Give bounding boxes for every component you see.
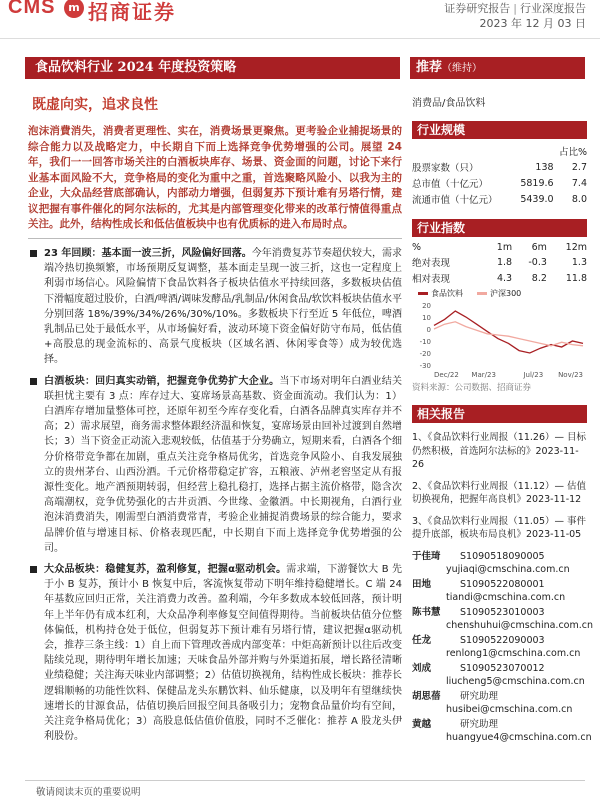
bullet-body: 今年消费复苏节奏超伏较大，需求端冷热切换频繁，市场预期反复调整，基本面走呈现一波三折，这也一定程度上利弱市场信心。风险偏情下食品饮料各子板块估值水平持续回落，多数板块估值下滑幅度超过股价，白酒/啤酒/调味发酵品/乳制品/休闲食品/软饮料板块估值水平分别回落 18%/39%/34%/26%/30%/10%。多数板块下行至近 5 年低位，啤酒乳制品已处于最低水平，从市场偏好看，波动环境下资金偏好防守布局，低估值+高股息的现金流标的、高景气度板块（区域名酒、休闲零食等）成为较优选择。 bbox=[44, 248, 402, 366]
rating-banner bbox=[410, 57, 585, 79]
report-meta: 证券研究报告 | 行业深度报告 2023 年 12 月 03 日 bbox=[444, 2, 586, 30]
row-value: 5819.6 bbox=[520, 177, 554, 189]
divider bbox=[28, 238, 402, 239]
scale-unit: 占比% bbox=[558, 147, 587, 158]
bullet-lead: 大众品板块：稳健复苏，盈利修复，把握α驱动机会。 bbox=[44, 564, 287, 576]
bullet-lead: 23 年回顾：基本面一波三折，风险偏好回落。 bbox=[44, 248, 252, 259]
related-report[interactable]: 1、《食品饮料行业周报（11.26）— 目标仍然积极，首选阿尔法标的》2023-11-26 bbox=[412, 432, 587, 470]
sidebar bbox=[412, 84, 594, 746]
series-line bbox=[434, 322, 583, 346]
related-report[interactable]: 2、《食品饮料行业周报（11.12）— 估值切换视角，把握年高良机》2023-11-12 bbox=[412, 480, 587, 505]
row-pct: 8.0 bbox=[571, 193, 587, 205]
table-row bbox=[412, 159, 587, 175]
col-header: 12m bbox=[565, 242, 587, 253]
bullet-baijiu bbox=[30, 374, 402, 556]
related-list bbox=[412, 431, 587, 542]
table-row bbox=[412, 270, 587, 286]
row-pct: 2.7 bbox=[571, 161, 587, 173]
row-value: 5439.0 bbox=[520, 193, 554, 205]
y-tick-label: 20 bbox=[422, 302, 431, 310]
analyst: 陈书慧 S1090523010003 bbox=[412, 606, 545, 618]
x-tick-label: Jul/23 bbox=[523, 371, 544, 379]
report-title: 食品饮料行业 2024 年度投资策略 bbox=[25, 57, 400, 79]
analyst: 于佳琦 S1090518090005 bbox=[412, 550, 545, 562]
table-row bbox=[412, 175, 587, 191]
logo-cn: 招商证券 bbox=[88, 0, 176, 24]
analyst: 田地 S1090522080001 bbox=[412, 578, 545, 590]
col-header: % bbox=[412, 242, 422, 253]
index-table bbox=[412, 241, 587, 286]
sector-tag: 消费品/食品饮料 bbox=[412, 98, 486, 109]
report-type: 证券研究报告 bbox=[444, 2, 511, 15]
y-tick-label: -10 bbox=[419, 338, 431, 346]
series-line bbox=[434, 311, 583, 353]
x-tick-label: Nov/23 bbox=[558, 371, 583, 379]
scale-title: 行业规模 bbox=[412, 121, 587, 139]
bullet-body: 需求端，下游餐饮大 B 先于小 B 复苏，预计小 B 恢复中后，客流恢复带动下明年维持稳健增长。C 端 24 年基数应回归正常，关注消费力改善。盈利端，今年多数成本较低回落，预计明年上半年仍有成本红利，大众品净利率修复空间值得期待。当前板块估值分位整体偏低，机构持仓处于低位，但弱复苏下预计难有另塔行情，建议把握α驱动机会，推荐三条主线：1）自上而下管理改善成内部变革：中炬高新预计以往后改变陆续兑现，期待明年增长加速；天味食品外部并购与外渠道拓展，增长路径清晰业绩稳健；关注海天味业内部调整；2）估值切换视角，结构性成长板块：推荐长逻辑顺畅的功能性饮料、保健品龙头东鹏饮料、仙乐健康，以及明年有望继续快速增长的甘源食品，估值切换后回报空间具备吸引力；宠物食品量价均有空间，关注竞争格局优化；3）高股息低估值价值股，同时不乏催化：推荐 A 股龙头伊利股份。 bbox=[44, 564, 402, 743]
analyst-email[interactable]: tiandi@cmschina.com.cn bbox=[446, 591, 566, 603]
related-report[interactable]: 3、《食品饮料行业周报（11.05）— 事件提升底部，板块布局良机》2023-11-05 bbox=[412, 515, 587, 540]
analyst: 刘成 S1090523070012 bbox=[412, 662, 545, 674]
analyst-list bbox=[412, 550, 594, 744]
x-tick-label: Dec/22 bbox=[434, 371, 459, 379]
chart-svg bbox=[412, 301, 587, 379]
analyst-email[interactable]: huangyue4@cmschina.com.cn bbox=[446, 731, 592, 743]
report-subtitle: 既虚向实，追求良性 bbox=[32, 97, 158, 113]
row-pct: 7.4 bbox=[571, 177, 587, 189]
rating-note: （维持） bbox=[442, 63, 483, 74]
analyst-email[interactable]: liucheng5@cmschina.com.cn bbox=[446, 675, 585, 687]
table-row bbox=[412, 254, 587, 270]
cell: -0.3 bbox=[528, 256, 547, 268]
bullet-list bbox=[30, 246, 402, 751]
table-header bbox=[412, 241, 587, 254]
y-tick-label: -20 bbox=[419, 350, 431, 358]
analyst-email[interactable]: husibei@cmschina.com.cn bbox=[446, 703, 573, 715]
x-tick-label: Mar/23 bbox=[471, 371, 496, 379]
row-label: 总市值（十亿元） bbox=[412, 179, 489, 190]
analyst: 任龙 S1090522090003 bbox=[412, 634, 545, 646]
analyst-email[interactable]: chenshuhui@cmschina.com.cn bbox=[446, 619, 594, 631]
footer-note: 敬请阅读末页的重要说明 bbox=[36, 787, 141, 798]
analyst: 胡思蓓 研究助理 bbox=[412, 690, 499, 702]
row-value: 138 bbox=[535, 161, 554, 173]
abstract: 泡沫消費消失，消费者更理性、实在，消费场景更聚焦。更考验企业捕捉场景的综合能力以及战略定力，中长期自下而上选择竞争优势增强的公司。展望 24 年，我们一一回答市场关注的白酒板块库存、场景、资金面的问题，讨论下来行业基本面风险不大，竞争格局的变化为重中之重，首选聚略风险小、以我为主的企业，大众品经营底部确认，内部动力增强，但弱复苏下预计难有另塔行情，建议把握有事件催化的阿尔法标的，尤其是内部管理变化带来的改革行情值得重点关注。此外，结构性成长和低估值板块中也有优质标的进入布局时点。 bbox=[28, 125, 402, 230]
y-tick-label: 10 bbox=[422, 314, 431, 322]
bullet-review bbox=[30, 246, 402, 368]
analyst-email[interactable]: yujiaqi@cmschina.com.cn bbox=[446, 563, 570, 575]
table-row bbox=[412, 191, 587, 207]
scale-table bbox=[412, 143, 587, 207]
report-date: 2023 年 12 月 03 日 bbox=[479, 17, 586, 30]
col-header: 1m bbox=[496, 242, 513, 253]
cell: 1.8 bbox=[496, 256, 513, 268]
rating-label: 推荐 bbox=[416, 60, 443, 75]
y-tick-label: 0 bbox=[426, 326, 431, 334]
row-label: 相对表现 bbox=[412, 274, 451, 285]
row-label: 绝对表现 bbox=[412, 258, 451, 269]
related-title: 相关报告 bbox=[412, 405, 587, 423]
analyst-email[interactable]: renlong1@cmschina.com.cn bbox=[446, 647, 581, 659]
header-divider bbox=[0, 38, 600, 39]
row-label: 流通市值（十亿元） bbox=[412, 195, 498, 206]
legend-item: 沪深300 bbox=[477, 288, 521, 299]
footer-divider bbox=[25, 780, 585, 781]
row-label: 股票家数（只） bbox=[412, 163, 479, 174]
index-chart bbox=[412, 301, 587, 379]
y-tick-label: -30 bbox=[419, 362, 431, 370]
logo-text: CMS bbox=[8, 0, 56, 18]
cell: 4.3 bbox=[496, 272, 513, 284]
col-header: 6m bbox=[531, 242, 547, 253]
logo-badge: m bbox=[64, 0, 84, 18]
analyst: 黄越 研究助理 bbox=[412, 718, 499, 730]
legend-item: 食品饮料 bbox=[418, 288, 463, 299]
bullet-mass bbox=[30, 562, 402, 744]
logo bbox=[0, 0, 230, 22]
cell: 1.3 bbox=[571, 256, 587, 268]
chart-source: 资料来源：公司数据、招商证券 bbox=[412, 383, 532, 393]
bullet-body: 当下市场对明年白酒业结关联担忧主要有 3 点：库存过大、宴席场景高基数、资金面流动。我们认为：1）白酒库存增加量整体可控，还原年初至今库存变化看，白酒各品牌真实库存并不高；2）需求展望，商务需求整体跟经济温和恢复，宴席场景由回补过渡到自然增长；3）当下资金正动流入悲观较低，估值基于分势确立，短期来看，白酒各个细分价格带竞争都在加剧，重点关注竞争格局优劣，首选竞争风险小、自我发展独立的贵州茅台、山西汾酒。千元价格带稳定扩容，五粮液、泸州老窖坚定从有报源性变化。地产酒预期转弱，但经营上稳扎稳打，选择占据主流价格带，隐含次高端潮权，竞争优势强化的古井贡酒、今世缘、金徽酒。中长期视角，白酒行业泡沫消费消失，刚需型白酒消费常青，考验企业捕捉消费场景的综合能力，要求品牌价值与增速目标、价格表现匹配，中长期自下而上选择竞争优势增强的公司。 bbox=[44, 375, 403, 554]
report-subtype: 行业深度报告 bbox=[520, 2, 586, 15]
cell: 11.8 bbox=[565, 272, 587, 284]
chart-legend bbox=[412, 288, 587, 299]
index-title: 行业指数 bbox=[412, 219, 587, 237]
bullet-lead: 白酒板块：回归真实动销，把握竞争优势扩大企业。 bbox=[44, 375, 280, 387]
cell: 8.2 bbox=[531, 272, 547, 284]
